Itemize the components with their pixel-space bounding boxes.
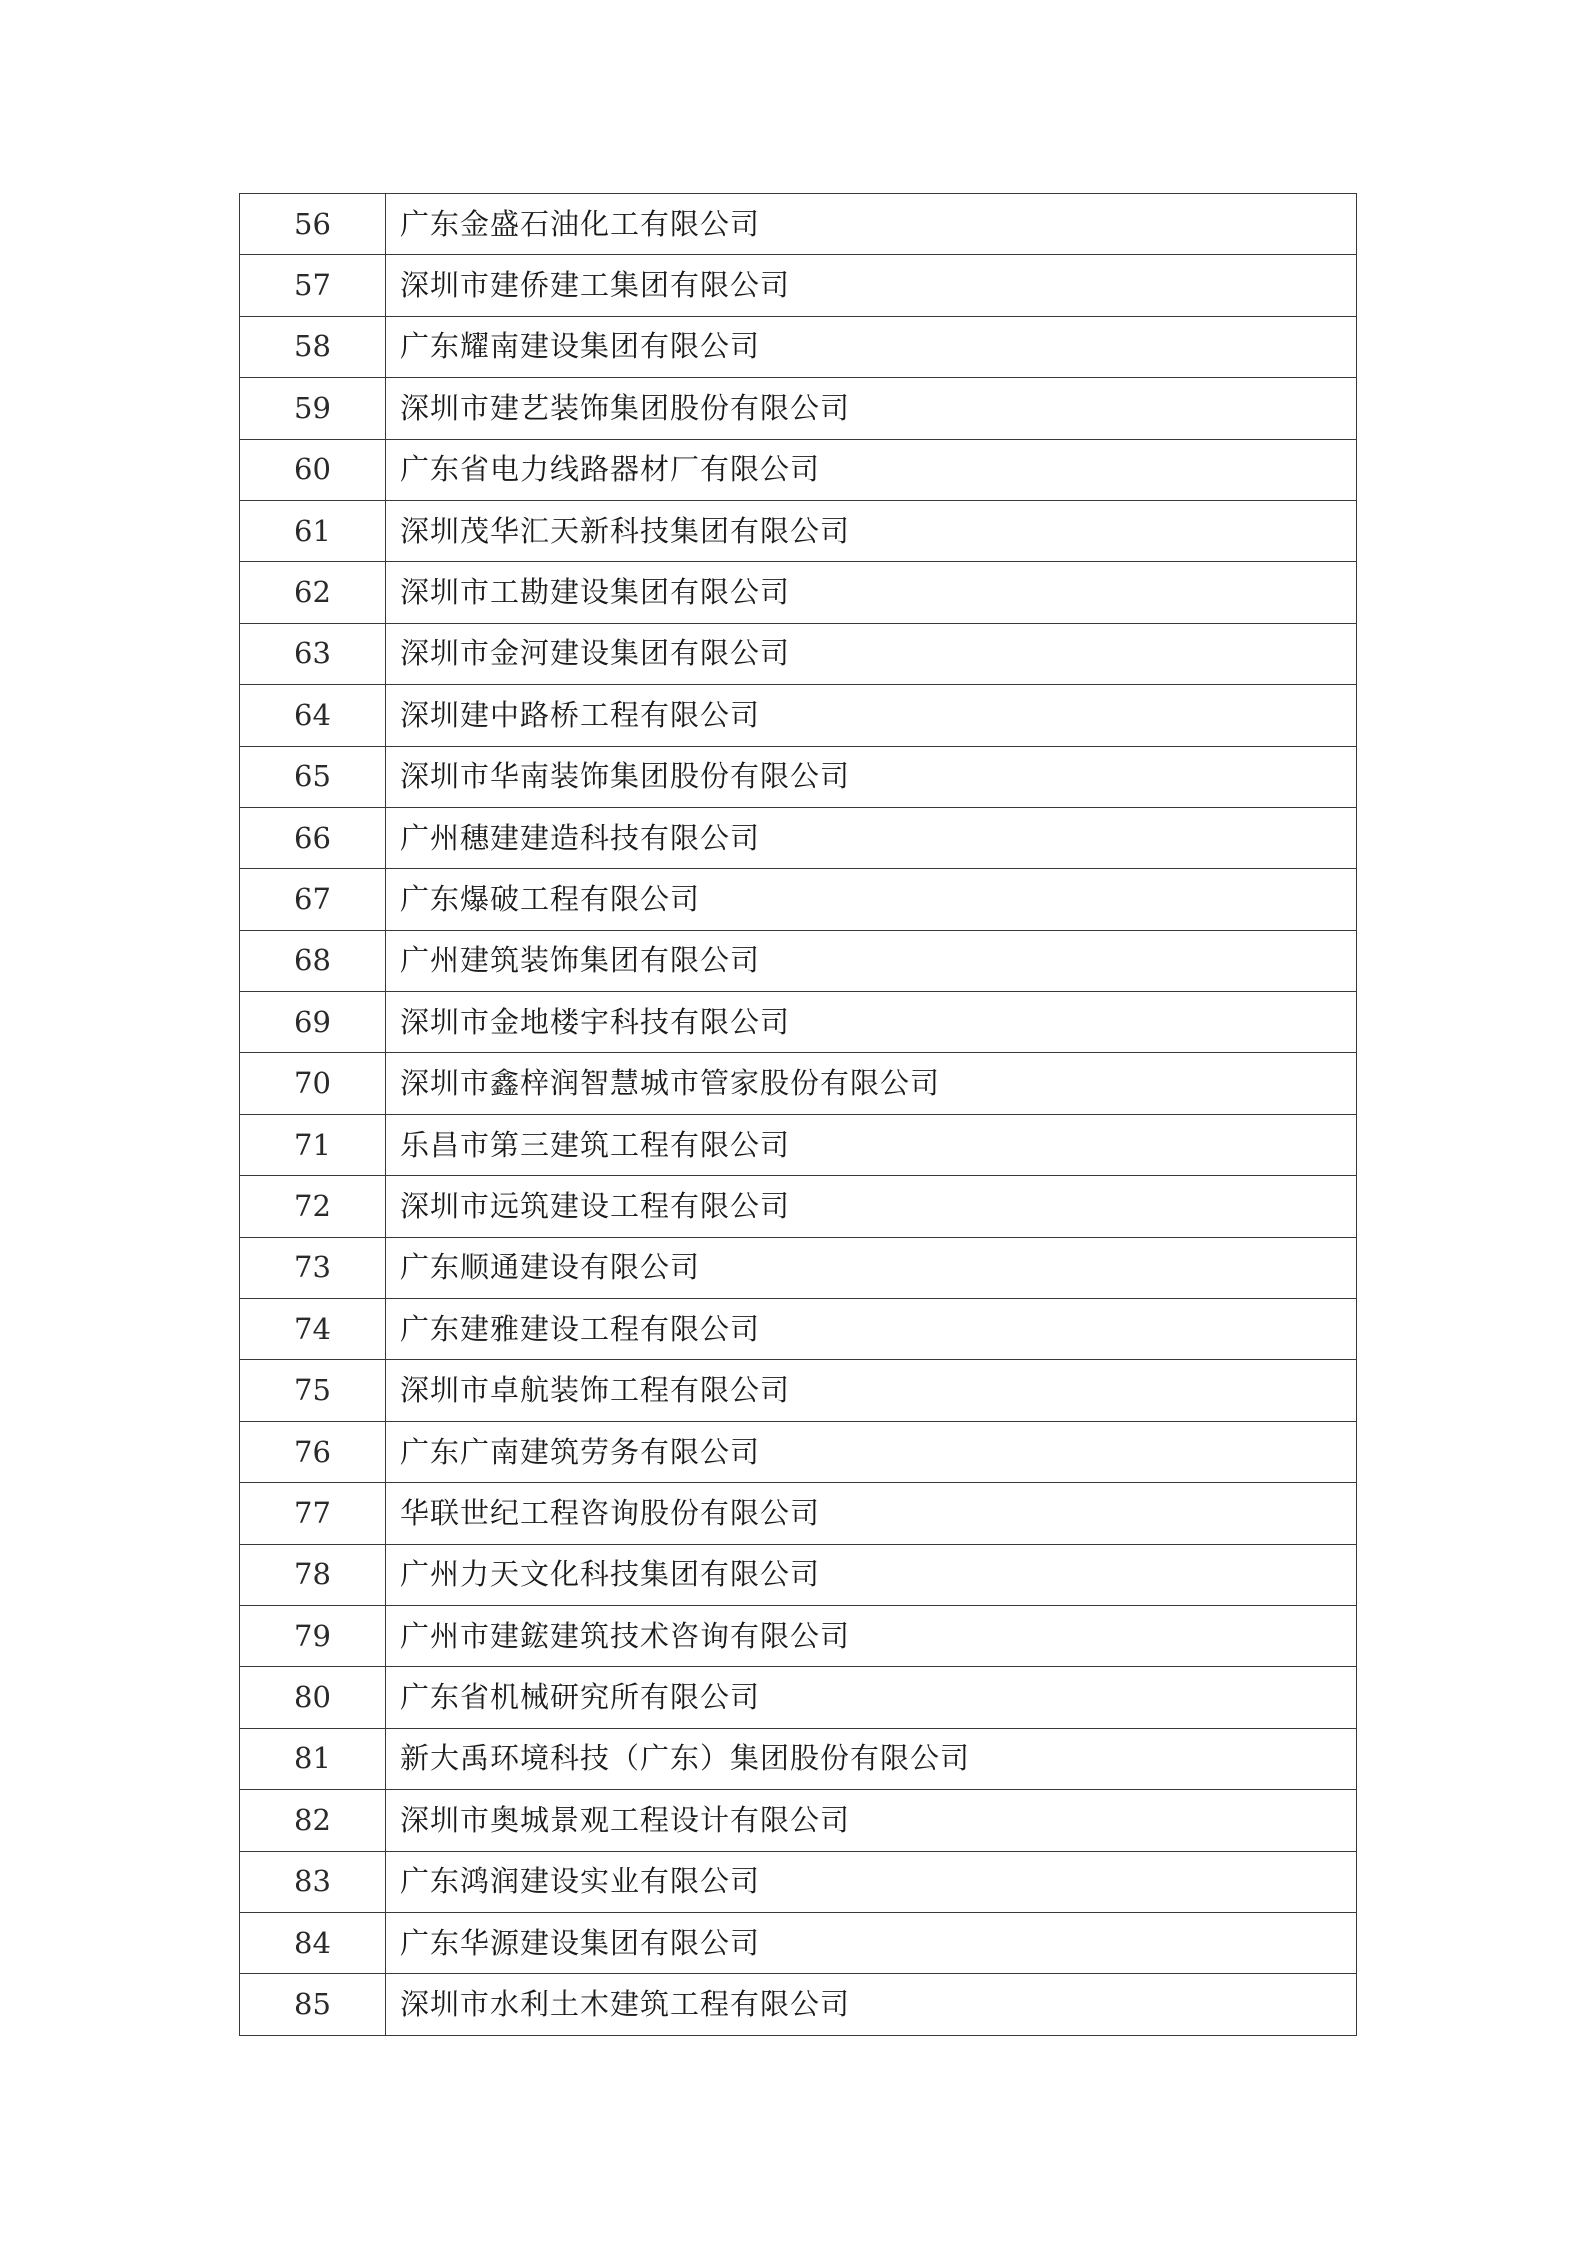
company-name: 广东爆破工程有限公司 bbox=[386, 869, 1357, 930]
company-name: 广东广南建筑劳务有限公司 bbox=[386, 1421, 1357, 1482]
company-name: 广东顺通建设有限公司 bbox=[386, 1237, 1357, 1298]
company-name: 广东省机械研究所有限公司 bbox=[386, 1667, 1357, 1728]
table-row bbox=[240, 1974, 1357, 2035]
table-row bbox=[240, 807, 1357, 868]
company-list-table bbox=[239, 193, 1357, 2036]
row-number: 75 bbox=[240, 1360, 386, 1421]
company-name: 广州市建鋐建筑技术咨询有限公司 bbox=[386, 1605, 1357, 1666]
table-row bbox=[240, 255, 1357, 316]
row-number: 82 bbox=[240, 1790, 386, 1851]
table-row bbox=[240, 623, 1357, 684]
table-row bbox=[240, 1360, 1357, 1421]
row-number: 70 bbox=[240, 1053, 386, 1114]
row-number: 65 bbox=[240, 746, 386, 807]
company-name: 深圳市金河建设集团有限公司 bbox=[386, 623, 1357, 684]
table-row bbox=[240, 1114, 1357, 1175]
table-row bbox=[240, 1299, 1357, 1360]
table-row bbox=[240, 1053, 1357, 1114]
row-number: 59 bbox=[240, 378, 386, 439]
table-row bbox=[240, 500, 1357, 561]
row-number: 60 bbox=[240, 439, 386, 500]
table-row bbox=[240, 992, 1357, 1053]
company-name: 广州力天文化科技集团有限公司 bbox=[386, 1544, 1357, 1605]
row-number: 76 bbox=[240, 1421, 386, 1482]
row-number: 63 bbox=[240, 623, 386, 684]
company-name: 深圳茂华汇天新科技集团有限公司 bbox=[386, 500, 1357, 561]
row-number: 84 bbox=[240, 1912, 386, 1973]
company-name: 广东鸿润建设实业有限公司 bbox=[386, 1851, 1357, 1912]
row-number: 73 bbox=[240, 1237, 386, 1298]
company-name: 深圳市鑫梓润智慧城市管家股份有限公司 bbox=[386, 1053, 1357, 1114]
row-number: 81 bbox=[240, 1728, 386, 1789]
company-name: 深圳市远筑建设工程有限公司 bbox=[386, 1176, 1357, 1237]
company-name: 深圳市奥城景观工程设计有限公司 bbox=[386, 1790, 1357, 1851]
row-number: 57 bbox=[240, 255, 386, 316]
table-row bbox=[240, 194, 1357, 255]
table-row bbox=[240, 562, 1357, 623]
table-row bbox=[240, 1237, 1357, 1298]
company-name: 广东金盛石油化工有限公司 bbox=[386, 194, 1357, 255]
row-number: 56 bbox=[240, 194, 386, 255]
company-name: 深圳市华南装饰集团股份有限公司 bbox=[386, 746, 1357, 807]
company-name: 深圳市水利土木建筑工程有限公司 bbox=[386, 1974, 1357, 2035]
table-row bbox=[240, 930, 1357, 991]
table-row bbox=[240, 1790, 1357, 1851]
row-number: 67 bbox=[240, 869, 386, 930]
row-number: 71 bbox=[240, 1114, 386, 1175]
table-row bbox=[240, 1728, 1357, 1789]
row-number: 78 bbox=[240, 1544, 386, 1605]
company-name: 深圳建中路桥工程有限公司 bbox=[386, 685, 1357, 746]
company-name: 华联世纪工程咨询股份有限公司 bbox=[386, 1483, 1357, 1544]
table-row bbox=[240, 1483, 1357, 1544]
row-number: 68 bbox=[240, 930, 386, 991]
row-number: 79 bbox=[240, 1605, 386, 1666]
company-name: 深圳市建侨建工集团有限公司 bbox=[386, 255, 1357, 316]
table-row bbox=[240, 1851, 1357, 1912]
company-name: 广州建筑装饰集团有限公司 bbox=[386, 930, 1357, 991]
company-name: 深圳市建艺装饰集团股份有限公司 bbox=[386, 378, 1357, 439]
company-name: 广州穗建建造科技有限公司 bbox=[386, 807, 1357, 868]
company-name: 广东建雅建设工程有限公司 bbox=[386, 1299, 1357, 1360]
row-number: 80 bbox=[240, 1667, 386, 1728]
table-row bbox=[240, 316, 1357, 377]
row-number: 83 bbox=[240, 1851, 386, 1912]
company-name: 广东省电力线路器材厂有限公司 bbox=[386, 439, 1357, 500]
row-number: 66 bbox=[240, 807, 386, 868]
table-row bbox=[240, 1544, 1357, 1605]
table-row bbox=[240, 1421, 1357, 1482]
company-name: 新大禹环境科技（广东）集团股份有限公司 bbox=[386, 1728, 1357, 1789]
table-row bbox=[240, 746, 1357, 807]
row-number: 72 bbox=[240, 1176, 386, 1237]
table-row bbox=[240, 378, 1357, 439]
row-number: 58 bbox=[240, 316, 386, 377]
row-number: 62 bbox=[240, 562, 386, 623]
row-number: 69 bbox=[240, 992, 386, 1053]
company-name: 广东耀南建设集团有限公司 bbox=[386, 316, 1357, 377]
table-row bbox=[240, 1667, 1357, 1728]
company-list-body bbox=[240, 194, 1357, 2036]
row-number: 77 bbox=[240, 1483, 386, 1544]
table-row bbox=[240, 1176, 1357, 1237]
row-number: 85 bbox=[240, 1974, 386, 2035]
company-name: 广东华源建设集团有限公司 bbox=[386, 1912, 1357, 1973]
company-name: 深圳市金地楼宇科技有限公司 bbox=[386, 992, 1357, 1053]
table-row bbox=[240, 685, 1357, 746]
company-name: 乐昌市第三建筑工程有限公司 bbox=[386, 1114, 1357, 1175]
company-name: 深圳市卓航装饰工程有限公司 bbox=[386, 1360, 1357, 1421]
company-name: 深圳市工勘建设集团有限公司 bbox=[386, 562, 1357, 623]
row-number: 61 bbox=[240, 500, 386, 561]
table-row bbox=[240, 1912, 1357, 1973]
table-row bbox=[240, 439, 1357, 500]
row-number: 74 bbox=[240, 1299, 386, 1360]
table-row bbox=[240, 1605, 1357, 1666]
row-number: 64 bbox=[240, 685, 386, 746]
table-row bbox=[240, 869, 1357, 930]
